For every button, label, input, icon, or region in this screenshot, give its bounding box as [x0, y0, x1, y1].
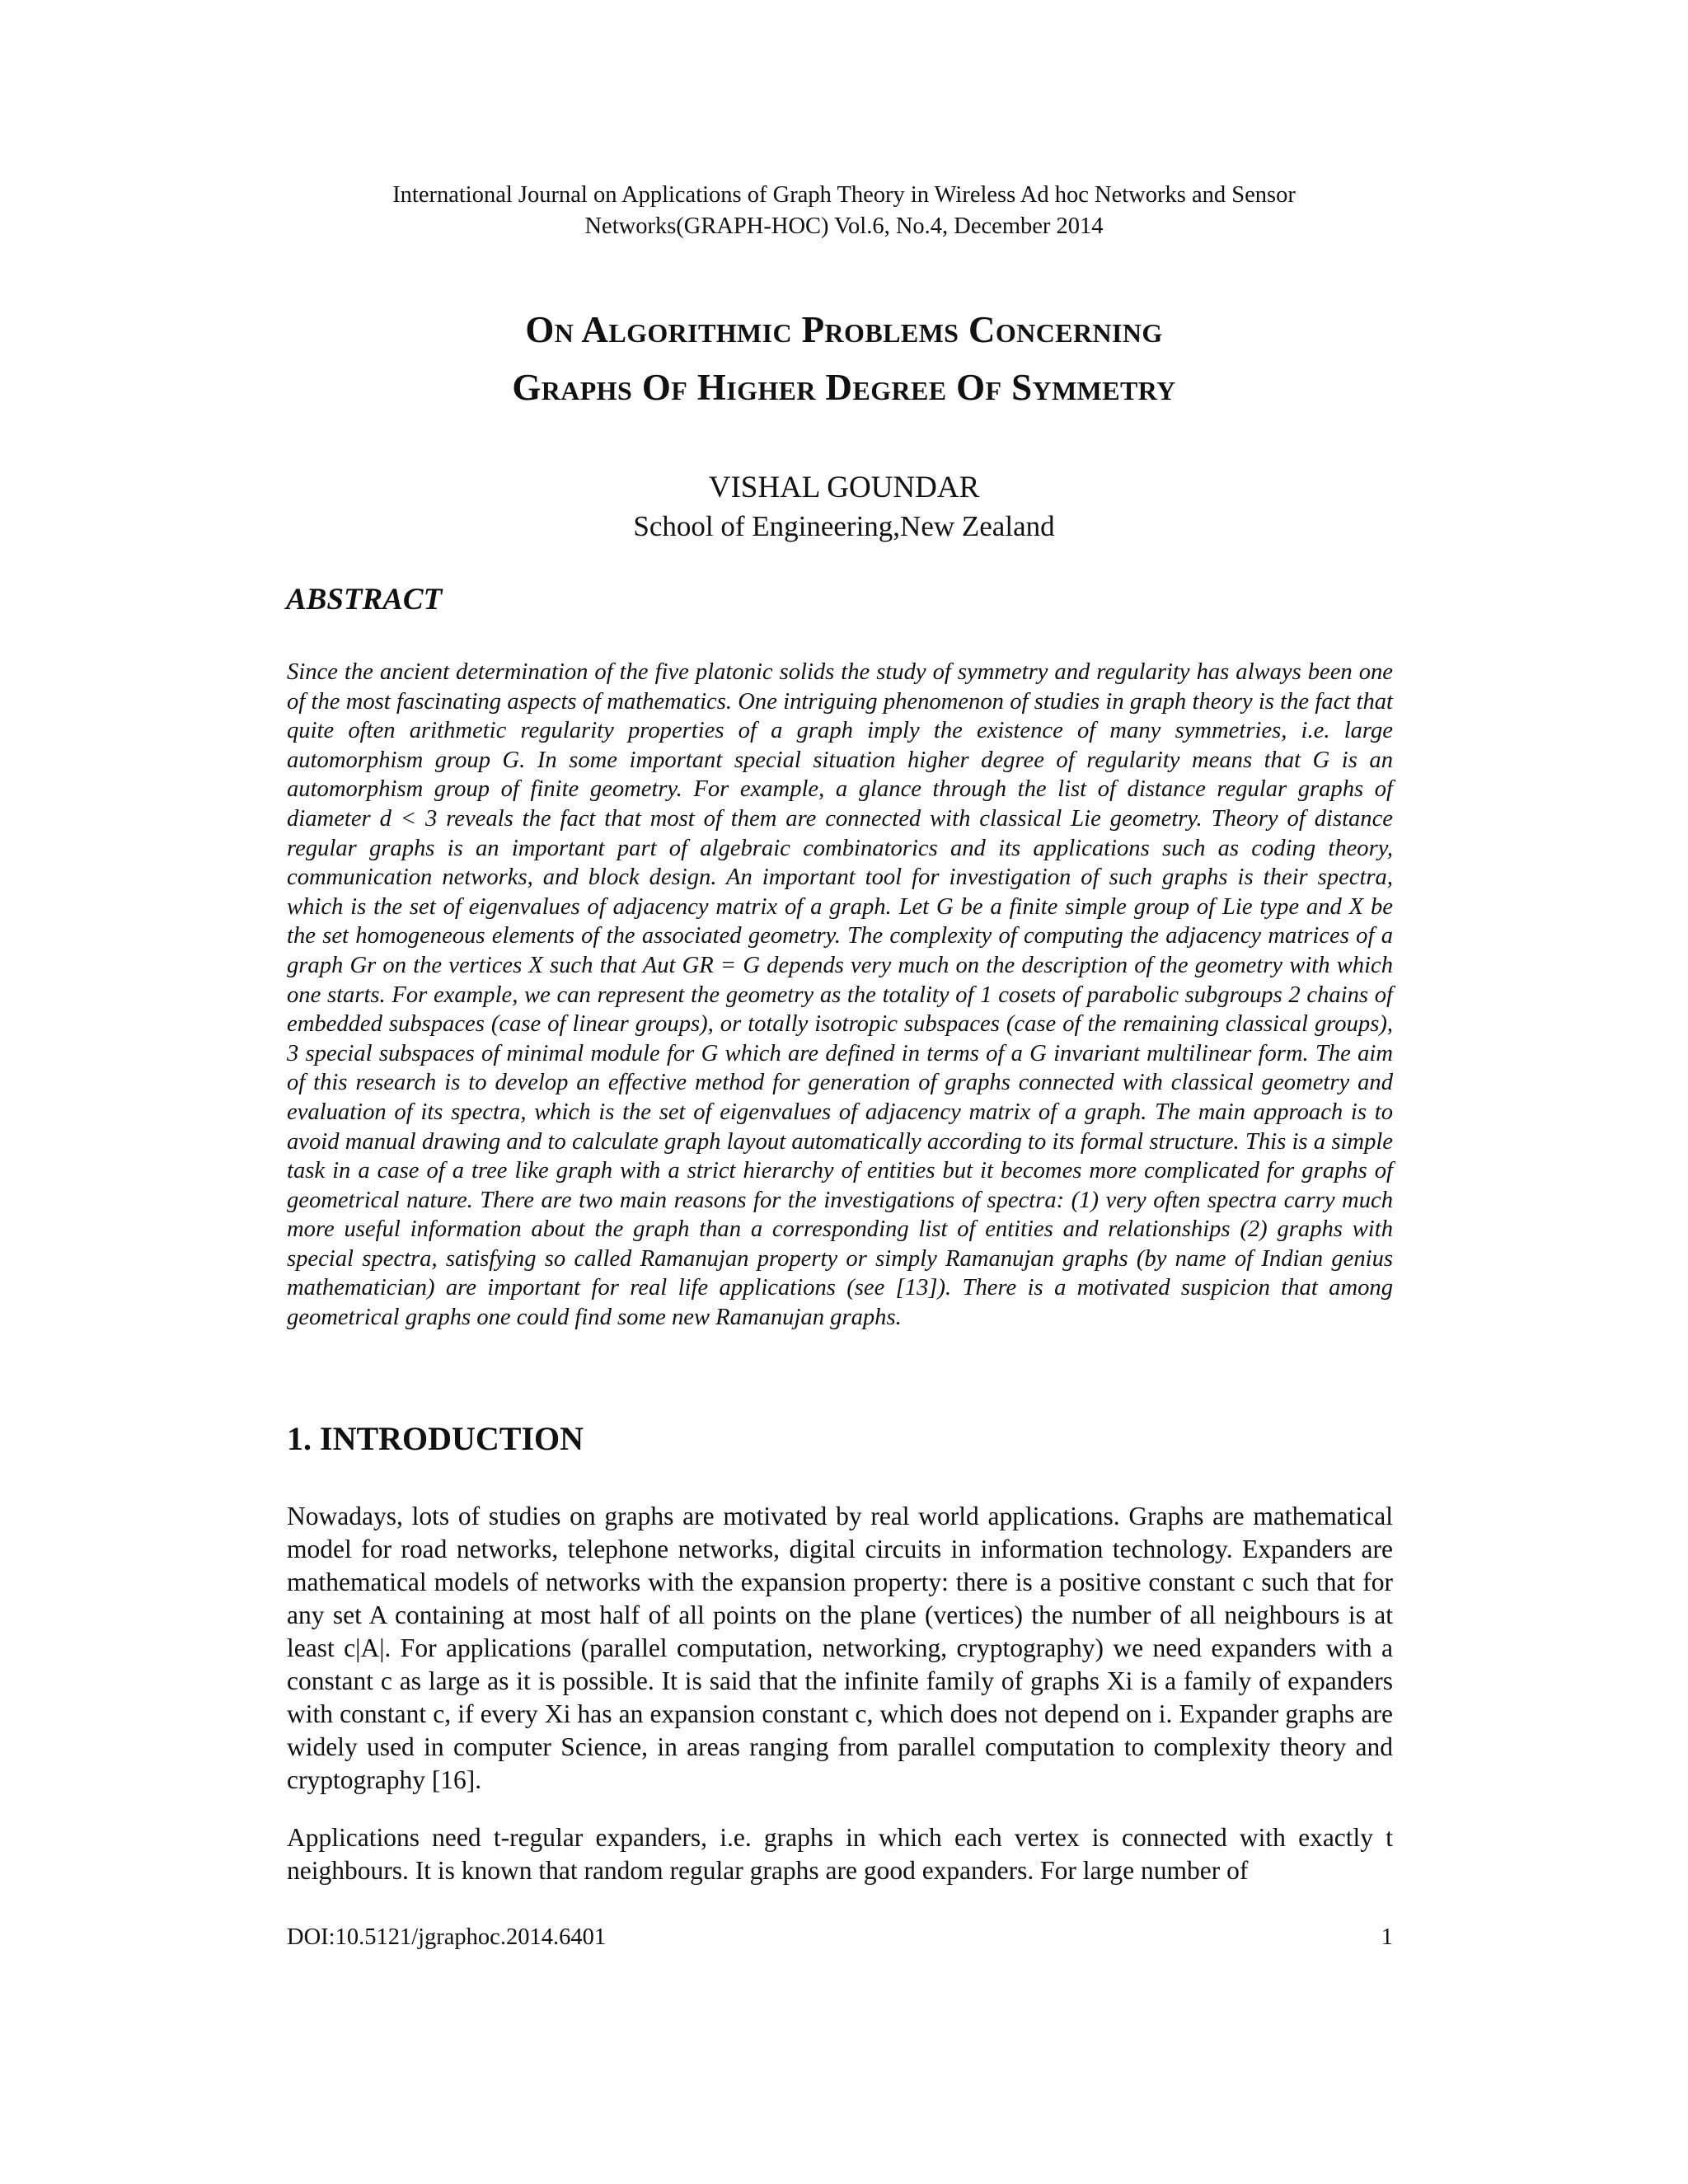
author-name: VISHAL GOUNDAR: [708, 471, 980, 504]
footer-doi: DOI:10.5121/jgraphoc.2014.6401: [287, 1924, 607, 1950]
journal-header-line2: Networks(GRAPH-HOC) Vol.6, No.4, December 2014: [584, 213, 1104, 239]
paper-title-line1: On Algorithmic Problems Concerning: [525, 309, 1163, 350]
journal-header: [0, 180, 1688, 242]
author-affiliation: School of Engineering,New Zealand: [633, 510, 1055, 542]
introduction-heading: 1. INTRODUCTION: [287, 1420, 584, 1457]
introduction-paragraph-2: Applications need t-regular expanders, i.e. graphs in which each vertex is connected with exactly t neighbours. It is known that random regular graphs are good expanders. For large number of: [287, 1823, 1393, 1885]
paper-title: [0, 301, 1688, 416]
abstract-heading: ABSTRACT: [286, 583, 443, 616]
paper-title-line2: Graphs Of Higher Degree Of Symmetry: [512, 367, 1176, 408]
page-number: 1: [1381, 1924, 1393, 1950]
abstract-text: Since the ancient determination of the five platonic solids the study of symmetry and regularity has always been one of the most fascinating aspects of mathematics. One intriguing phenomenon of studies in graph theory is the fact that quite often arithmetic regularity properties of a graph imply the existence of many symmetries, i.e. large automorphism group G. In some important special situation higher degree of regularity means that G is an automorphism group of finite geometry. For example, a glance through the list of distance regular graphs of diameter d < 3 reveals the fact that most of them are connected with classical Lie geometry. Theory of distance regular graphs is an important part of algebraic combinatorics and its applications such as coding theory, communication networks, and block design. An important tool for investigation of such graphs is their spectra, which is the set of eigenvalues of adjacency matrix of a graph. Let G be a finite simple group of Lie type and X be the set homogeneous elements of the associated geometry. The complexity of computing the adjacency matrices of a graph Gr on the vertices X such that Aut GR = G depends very much on the description of the geometry with which one starts. For example, we can represent the geometry as the totality of 1 cosets of parabolic subgroups 2 chains of embedded subspaces (case of linear groups), or totally isotropic subspaces (case of the remaining classical groups), 3 special subspaces of minimal module for G which are defined in terms of a G invariant multilinear form. The aim of this research is to develop an effective method for generation of graphs connected with classical geometry and evaluation of its spectra, which is the set of eigenvalues of adjacency matrix of a graph. The main approach is to avoid manual drawing and to calculate graph layout automatically according to its formal structure. This is a simple task in a case of a tree like graph with a strict hierarchy of entities but it becomes more complicated for graphs of geometrical nature. There are two main reasons for the investigations of spectra: (1) very often spectra carry much more useful information about the graph than a corresponding list of entities and relationships (2) graphs with special spectra, satisfying so called Ramanujan property or simply Ramanujan graphs (by name of Indian genius mathematician) are important for real life applications (see [13]). There is a motivated suspicion that among geometrical graphs one could find some new Ramanujan graphs.: [287, 659, 1393, 1331]
introduction-paragraph-1: Nowadays, lots of studies on graphs are motivated by real world applications. Graphs are mathematical model for road networks, telephone networks, digital circuits in information technology. Expanders are mathematical models of networks with the expansion property: there is a positive constant c such that for any set A containing at most half of all points on the plane (vertices) the number of all neighbours is at least c|A|. For applications (parallel computation, networking, cryptography) we need expanders with a constant c as large as it is possible. It is said that the infinite family of graphs Xi is a family of expanders with constant c, if every Xi has an expansion constant c, which does not depend on i. Expander graphs are widely used in computer Science, in areas ranging from parallel computation to complexity theory and cryptography [16].: [287, 1502, 1393, 1794]
journal-header-line1: International Journal on Applications of Graph Theory in Wireless Ad hoc Networks and Sensor: [392, 182, 1296, 208]
